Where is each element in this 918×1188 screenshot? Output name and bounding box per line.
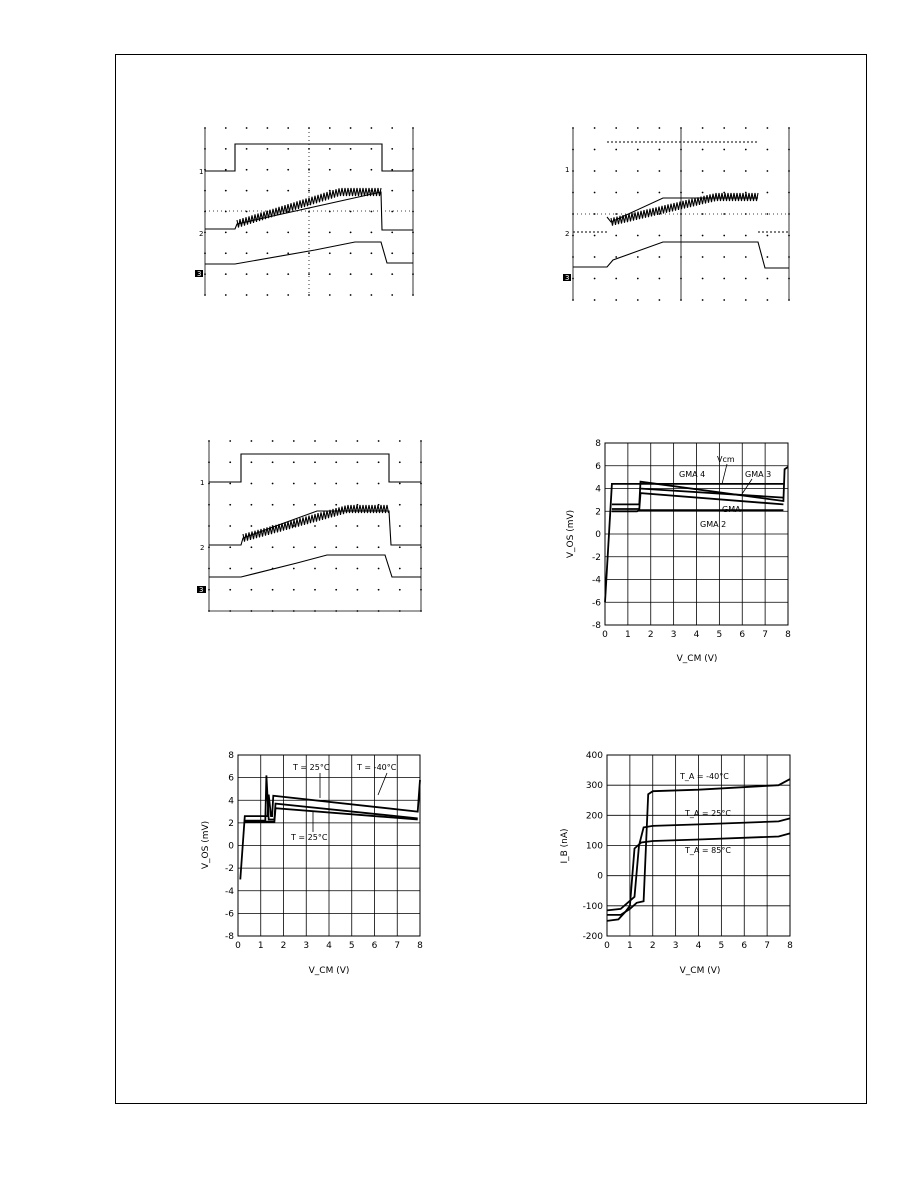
- y-tick-label: -4: [592, 575, 601, 586]
- scope-channel-1-label: 1: [200, 479, 205, 487]
- x-tick-label: 1: [257, 941, 264, 951]
- y-tick-label: 100: [585, 841, 603, 852]
- x-axis-label: V_CM (V): [308, 966, 350, 976]
- x-tick-label: 0: [602, 630, 608, 640]
- y-tick-label: -200: [582, 932, 603, 942]
- y-tick-label: -8: [592, 621, 601, 631]
- scope-channel-2-label: 2: [565, 230, 570, 238]
- x-tick-label: 7: [762, 630, 768, 640]
- x-axis-label: V_CM (V): [676, 654, 718, 664]
- x-tick-label: 1: [627, 941, 633, 951]
- y-axis-label: I_B (nA): [560, 828, 570, 864]
- y-tick-label: -8: [225, 932, 234, 942]
- annotation-t-minus-40: T = -40°C: [357, 763, 397, 772]
- x-tick-label: 4: [693, 630, 700, 640]
- x-tick-label: 2: [649, 941, 656, 951]
- x-tick-label: 5: [718, 941, 725, 951]
- scope-channel-3-label: 3: [199, 586, 204, 594]
- scope-channel-1-label: 1: [565, 166, 570, 174]
- x-tick-label: 8: [787, 941, 793, 951]
- x-tick-label: 2: [280, 941, 287, 951]
- y-tick-label: 8: [595, 439, 601, 449]
- y-tick-label: -6: [592, 598, 601, 609]
- scope-channel-2-label: 2: [200, 544, 205, 552]
- y-tick-label: -100: [582, 901, 603, 912]
- y-tick-label: -6: [225, 909, 234, 920]
- x-tick-label: 2: [647, 630, 654, 640]
- y-tick-label: 6: [595, 461, 601, 472]
- annotation-gma-4: GMA 4: [679, 470, 706, 479]
- y-tick-label: 4: [595, 484, 601, 495]
- x-tick-label: 0: [235, 941, 241, 951]
- y-tick-label: 2: [228, 818, 234, 829]
- annotation-t-25-top: T = 25°C: [293, 763, 330, 772]
- scope-channel-2-label: 2: [199, 230, 204, 238]
- x-axis-label: V_CM (V): [679, 966, 721, 976]
- x-tick-label: 3: [670, 630, 677, 640]
- annotation-gma-3: GMA 3: [745, 470, 772, 479]
- y-axis-label: V_OS (mV): [566, 509, 576, 559]
- annotation-ta-minus-40: T_A = -40°C: [680, 772, 729, 781]
- y-tick-label: 300: [585, 781, 603, 792]
- x-tick-label: 7: [394, 941, 401, 951]
- y-axis-label: V_OS (mV): [201, 820, 211, 870]
- y-tick-label: 0: [595, 530, 601, 540]
- scope-channel-1-label: 1: [199, 168, 204, 176]
- scope-channel-3-label: 3: [565, 274, 570, 282]
- x-tick-label: 3: [303, 941, 310, 951]
- annotation-gma: GMA: [722, 505, 741, 514]
- x-tick-label: 7: [764, 941, 770, 951]
- x-tick-label: 1: [625, 630, 631, 640]
- x-tick-label: 5: [348, 941, 355, 951]
- annotation-ta-25: T_A = 25°C: [685, 809, 731, 818]
- x-tick-label: 8: [417, 941, 423, 951]
- y-tick-label: 400: [585, 751, 603, 761]
- x-tick-label: 4: [695, 941, 702, 951]
- y-tick-label: 8: [228, 751, 234, 761]
- x-tick-label: 0: [604, 941, 610, 951]
- y-tick-label: 0: [597, 871, 603, 882]
- x-tick-label: 6: [739, 630, 746, 640]
- scope-channel-3-label: 3: [197, 270, 202, 278]
- annotation-vcm: Vcm: [717, 455, 735, 464]
- x-tick-label: 5: [716, 630, 723, 640]
- annotation-ta-85: T_A = 85°C: [685, 846, 731, 855]
- annotation-gma-2: GMA 2: [700, 520, 727, 529]
- y-tick-label: -4: [225, 886, 234, 897]
- y-tick-label: 0: [228, 841, 234, 852]
- y-tick-label: -2: [592, 552, 601, 563]
- annotation-t-25-bottom: T = 25°C: [291, 833, 328, 842]
- y-tick-label: 200: [585, 811, 603, 822]
- x-tick-label: 6: [371, 941, 378, 951]
- y-tick-label: 2: [595, 507, 601, 518]
- x-tick-label: 8: [785, 630, 791, 640]
- y-tick-label: 6: [228, 773, 234, 784]
- x-tick-label: 4: [326, 941, 332, 951]
- x-tick-label: 3: [672, 941, 679, 951]
- y-tick-label: 4: [228, 796, 234, 807]
- y-tick-label: -2: [225, 864, 234, 875]
- x-tick-label: 6: [741, 941, 748, 951]
